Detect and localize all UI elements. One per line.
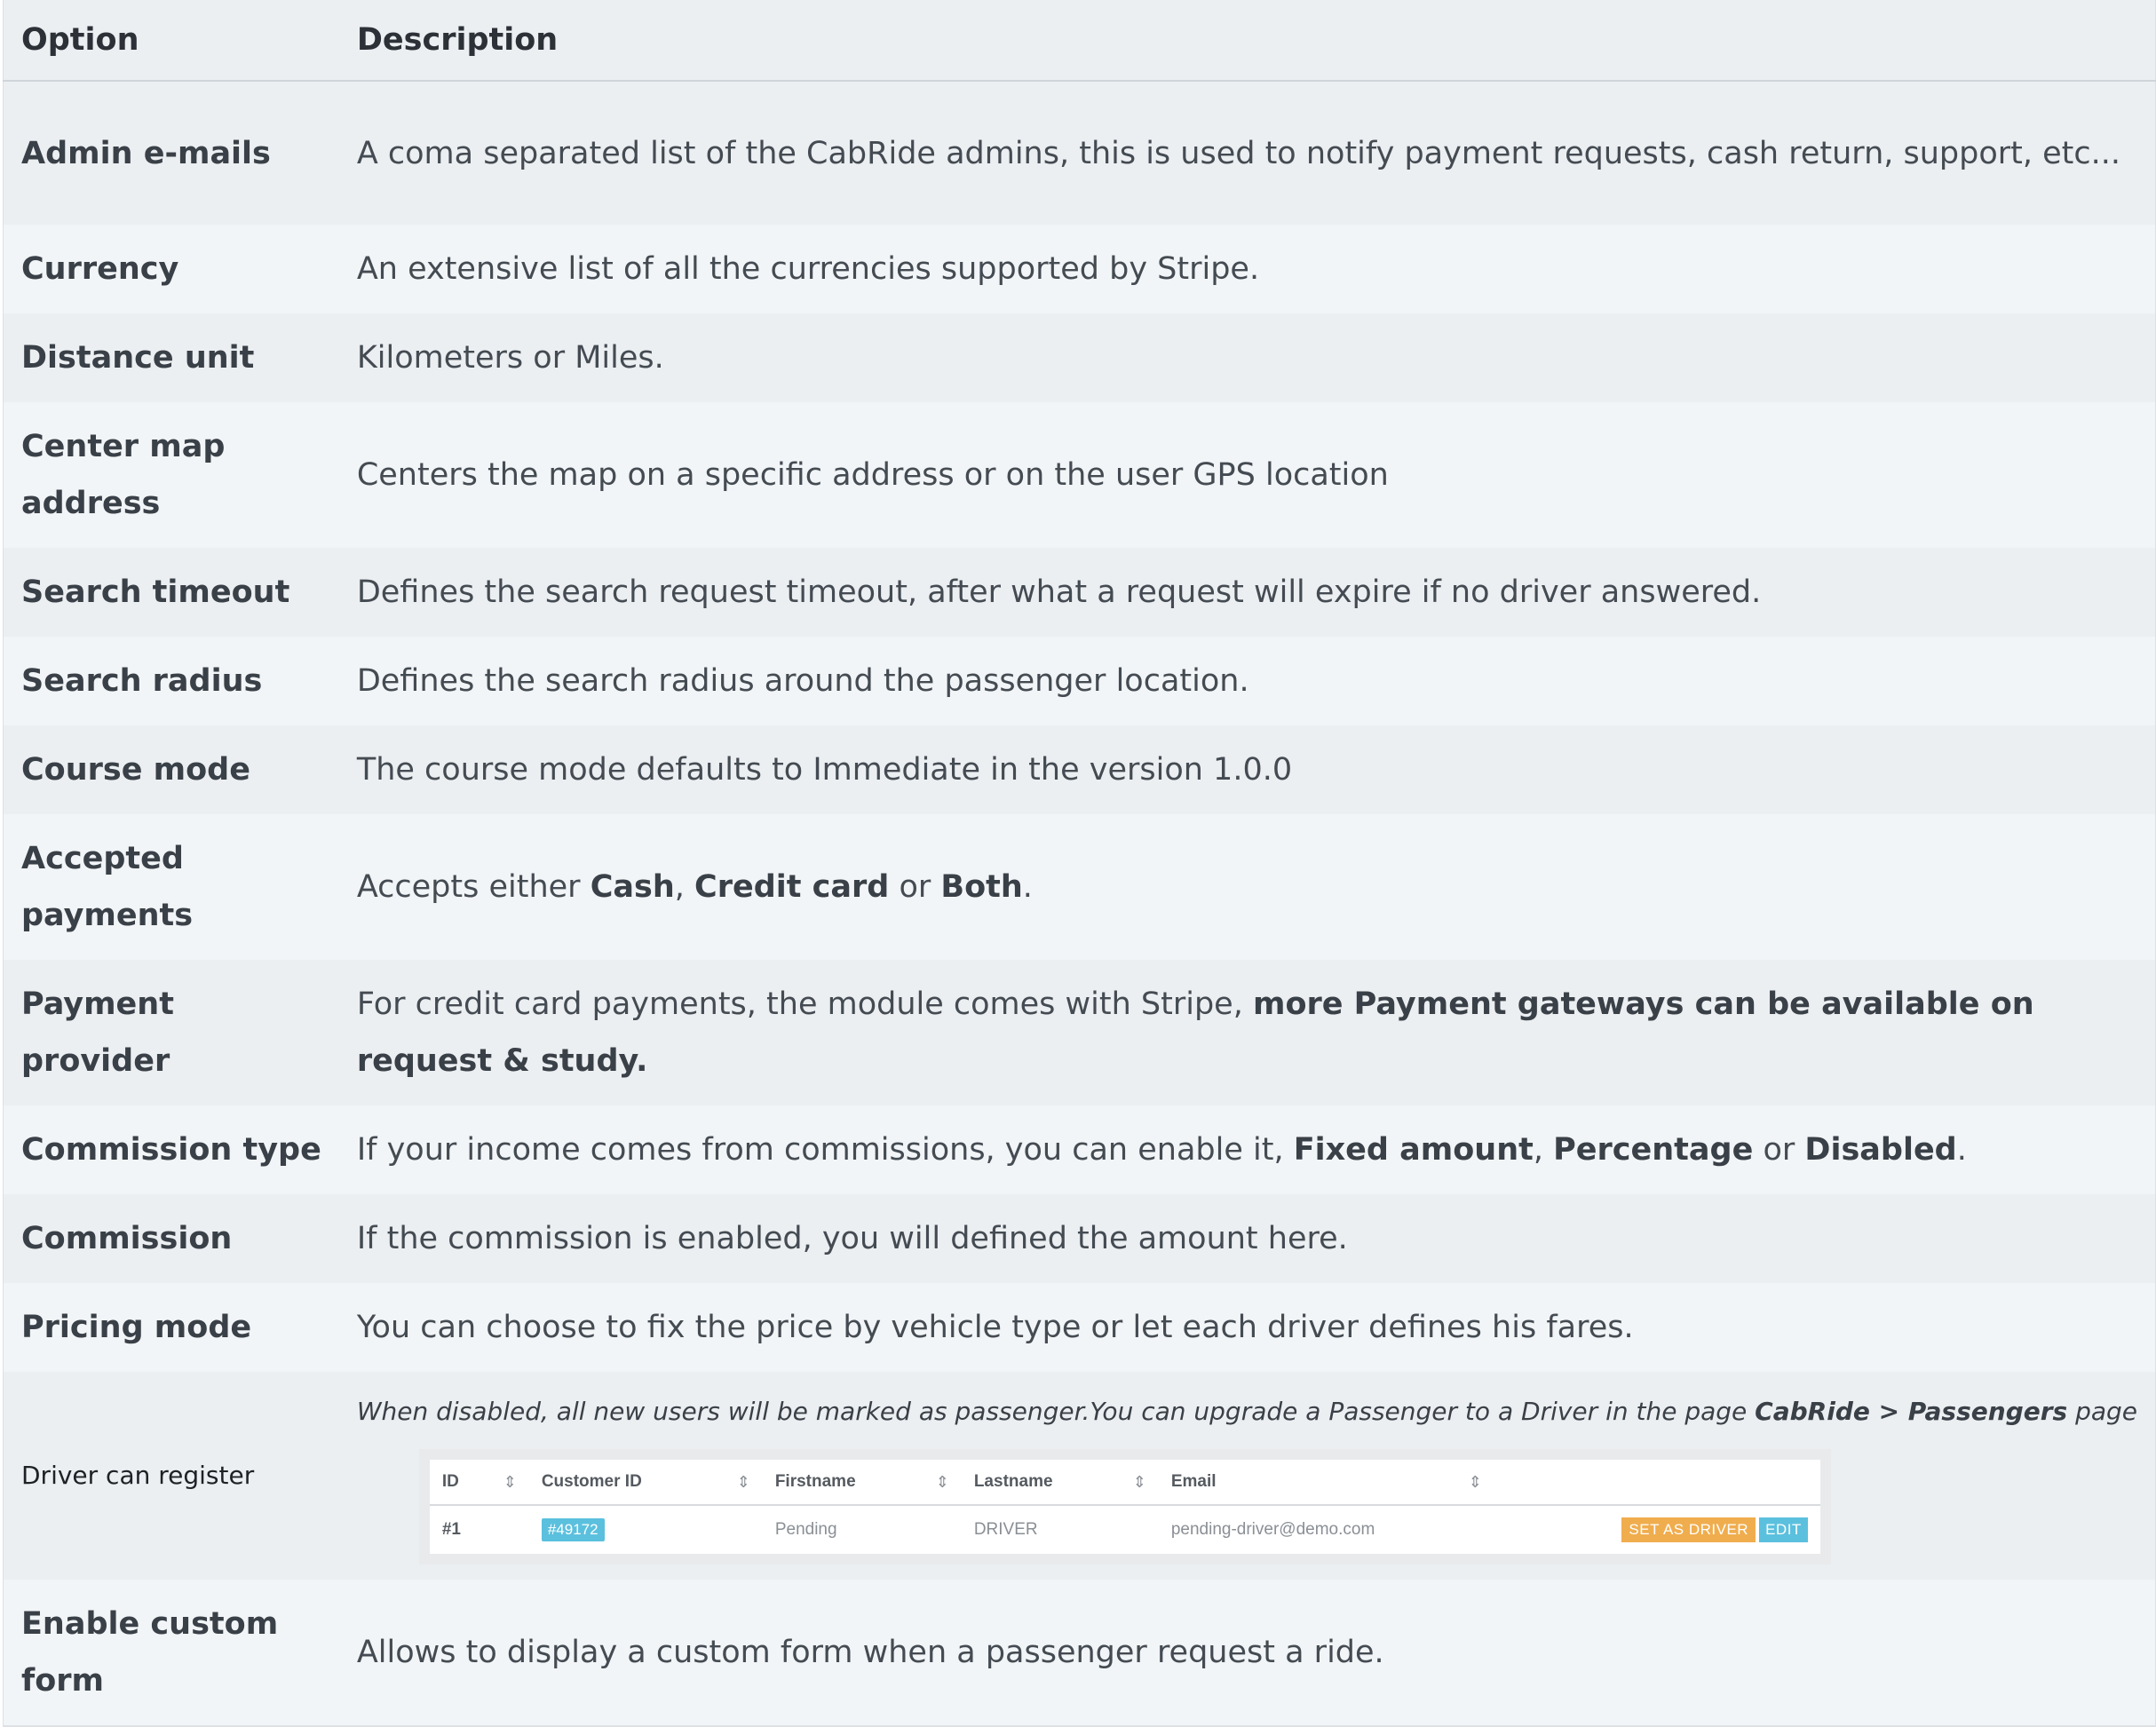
desc-bold-cash: Cash bbox=[590, 869, 675, 905]
col-label: Customer ID bbox=[541, 1472, 642, 1491]
option-label: Currency bbox=[4, 225, 339, 313]
option-label: Admin e-mails bbox=[4, 81, 339, 225]
table-row bbox=[4, 637, 2156, 725]
option-label: Course mode bbox=[4, 725, 339, 814]
cell-actions bbox=[1494, 1505, 1820, 1554]
col-email[interactable] bbox=[1159, 1460, 1494, 1505]
table-row bbox=[4, 814, 2156, 960]
option-label: Driver can register bbox=[4, 1372, 339, 1580]
desc-bold-disabled: Disabled bbox=[1804, 1132, 1957, 1168]
table-row bbox=[4, 548, 2156, 637]
desc-text: , bbox=[674, 869, 695, 905]
desc-text: Accepts either bbox=[356, 869, 591, 905]
option-description bbox=[339, 1105, 2156, 1194]
table-header-row bbox=[4, 0, 2156, 81]
desc-text: . bbox=[1022, 869, 1033, 905]
sort-icon[interactable]: ⇕ bbox=[1468, 1473, 1482, 1491]
header-option: Option bbox=[4, 0, 339, 81]
edit-button[interactable]: EDIT bbox=[1759, 1517, 1808, 1542]
option-description: If the commission is enabled, you will defined the amount here. bbox=[339, 1194, 2156, 1283]
cell-email: pending-driver@demo.com bbox=[1159, 1505, 1494, 1554]
table-row bbox=[4, 960, 2156, 1105]
col-actions bbox=[1494, 1460, 1820, 1505]
option-description: A coma separated list of the CabRide admins, this is used to notify payment requests, cash return, support, etc... bbox=[339, 81, 2156, 225]
desc-bold-gateways: more Payment gateways can be available on request & study. bbox=[356, 986, 2034, 1079]
col-id[interactable] bbox=[430, 1460, 529, 1505]
customer-id-badge[interactable]: #49172 bbox=[542, 1518, 605, 1541]
table-row bbox=[4, 402, 2156, 548]
note-text: When disabled, all new users will be marked as passenger.You can upgrade a Passenger to a Driver in the page bbox=[356, 1397, 1756, 1426]
passengers-table bbox=[430, 1460, 1820, 1554]
col-label: Lastname bbox=[973, 1472, 1053, 1491]
desc-bold-fixed: Fixed amount bbox=[1293, 1132, 1534, 1168]
sort-icon[interactable]: ⇕ bbox=[503, 1473, 517, 1491]
option-label: Distance unit bbox=[4, 313, 339, 402]
cell-lastname: DRIVER bbox=[962, 1505, 1159, 1554]
option-description: An extensive list of all the currencies supported by Stripe. bbox=[339, 225, 2156, 313]
table-row bbox=[4, 81, 2156, 225]
option-description: The course mode defaults to Immediate in the version 1.0.0 bbox=[339, 725, 2156, 814]
note-text: page bbox=[2067, 1397, 2138, 1426]
col-firstname[interactable] bbox=[763, 1460, 962, 1505]
sort-icon[interactable]: ⇕ bbox=[736, 1473, 750, 1491]
col-label: Email bbox=[1170, 1472, 1217, 1491]
col-lastname[interactable] bbox=[962, 1460, 1159, 1505]
col-label: ID bbox=[441, 1472, 459, 1491]
set-as-driver-button[interactable]: SET AS DRIVER bbox=[1621, 1517, 1756, 1542]
option-description: Defines the search radius around the passenger location. bbox=[339, 637, 2156, 725]
driver-register-note bbox=[357, 1394, 2137, 1430]
desc-bold-percentage: Percentage bbox=[1553, 1132, 1754, 1168]
option-description: You can choose to fix the price by vehicle type or let each driver defines his fares. bbox=[339, 1283, 2156, 1372]
col-label: Firstname bbox=[774, 1472, 856, 1491]
option-description: Centers the map on a specific address or on the user GPS location bbox=[339, 402, 2156, 548]
option-description bbox=[339, 814, 2156, 960]
option-label: Center map address bbox=[4, 402, 339, 548]
table-row bbox=[4, 725, 2156, 814]
desc-text: or bbox=[889, 869, 941, 905]
sort-icon[interactable]: ⇕ bbox=[1132, 1473, 1146, 1491]
cell-id: #1 bbox=[430, 1505, 529, 1554]
option-label: Enable custom form bbox=[4, 1580, 339, 1726]
option-label: Search radius bbox=[4, 637, 339, 725]
option-label: Pricing mode bbox=[4, 1283, 339, 1372]
option-label: Commission bbox=[4, 1194, 339, 1283]
header-description: Description bbox=[339, 0, 2156, 81]
desc-bold-both: Both bbox=[940, 869, 1023, 905]
table-row bbox=[4, 313, 2156, 402]
passengers-screenshot bbox=[419, 1449, 1831, 1565]
table-row bbox=[4, 1372, 2156, 1580]
option-description: Defines the search request timeout, after what a request will expire if no driver answered. bbox=[339, 548, 2156, 637]
cell-customer-id bbox=[529, 1505, 763, 1554]
desc-text: , bbox=[1533, 1132, 1554, 1168]
cell-firstname: Pending bbox=[763, 1505, 962, 1554]
passengers-header-row bbox=[430, 1460, 1820, 1505]
option-label: Search timeout bbox=[4, 548, 339, 637]
passenger-row bbox=[430, 1505, 1820, 1554]
table-row bbox=[4, 1194, 2156, 1283]
desc-text: If your income comes from commissions, you can enable it, bbox=[356, 1132, 1294, 1168]
option-description: Allows to display a custom form when a passenger request a ride. bbox=[339, 1580, 2156, 1726]
options-table bbox=[3, 0, 2156, 1727]
option-description bbox=[339, 960, 2156, 1105]
option-label: Payment provider bbox=[4, 960, 339, 1105]
table-row bbox=[4, 225, 2156, 313]
option-description bbox=[339, 1372, 2156, 1580]
note-bold-path: CabRide > Passengers bbox=[1755, 1397, 2068, 1426]
option-label: Accepted payments bbox=[4, 814, 339, 960]
table-row bbox=[4, 1105, 2156, 1194]
desc-text: or bbox=[1753, 1132, 1805, 1168]
table-row bbox=[4, 1580, 2156, 1726]
sort-icon[interactable]: ⇕ bbox=[935, 1473, 949, 1491]
option-label: Commission type bbox=[4, 1105, 339, 1194]
desc-text: . bbox=[1956, 1132, 1967, 1168]
option-description: Kilometers or Miles. bbox=[339, 313, 2156, 402]
desc-text: For credit card payments, the module comes with Stripe, bbox=[356, 986, 1253, 1022]
desc-bold-credit-card: Credit card bbox=[694, 869, 890, 905]
col-customer-id[interactable] bbox=[529, 1460, 763, 1505]
table-row bbox=[4, 1283, 2156, 1372]
